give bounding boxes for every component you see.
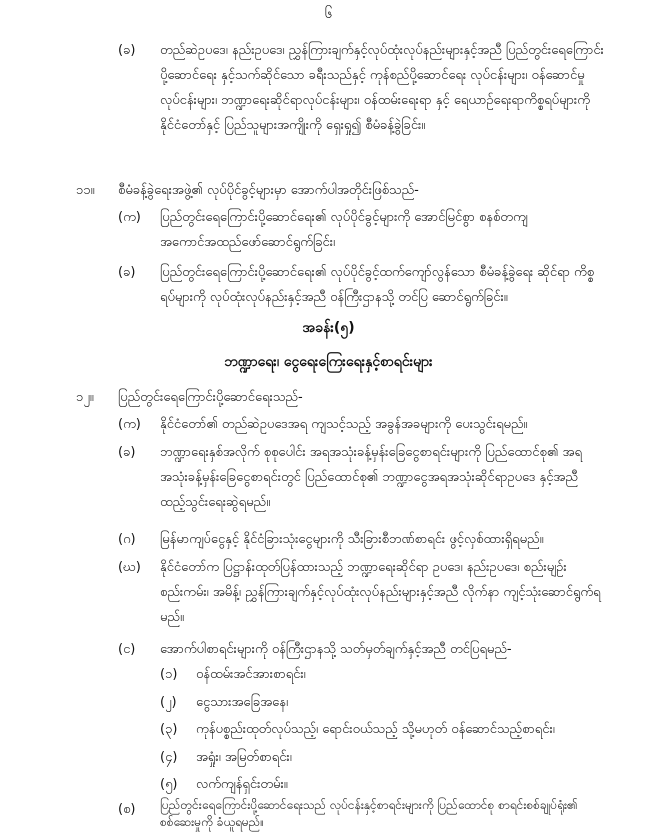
item-label: (ဃ) xyxy=(118,560,141,575)
chapter-title: ဘဏ္ဍာရေး၊ ငွေရေးကြေးရေးနှင့်စာရင်းများ xyxy=(224,354,433,370)
item-label: (င) xyxy=(118,642,136,657)
paragraph: စီမံခန့်ခွဲရေးအဖွဲ့၏ လုပ်ပိုင်ခွင့်များမှာ အောက်ပါအတိုင်းဖြစ်သည်- xyxy=(118,183,419,198)
section-number: ၁၂။ xyxy=(76,390,94,405)
item-label: (က) xyxy=(118,210,141,225)
subitem-label: (၃) xyxy=(160,722,178,737)
subitem-text: အရှုံး၊ အမြတ်စာရင်း၊ xyxy=(196,750,292,765)
item-label: (ခ) xyxy=(118,43,136,58)
item-label: (ဂ) xyxy=(118,532,136,547)
subitem-text: ငွေသားအခြေအနေ၊ xyxy=(196,695,289,710)
item-label: (က) xyxy=(118,417,141,432)
subitem-text: လက်ကျန်ရှင်းတမ်း။ xyxy=(196,777,288,792)
paragraph: ပြည်တွင်းရေကြောင်းပို့ဆောင်ရေးသည် လုပ်ငန်းနှင့်စာရင်းများကို ပြည်ထောင်စု စာရင်းစစ်ချုပ်ရုံး၏ စစ်ဆေးမှုကို ခံယူရမည်။ xyxy=(160,798,578,829)
item-label: (ခ) xyxy=(118,265,136,280)
item-label: (ခ) xyxy=(118,445,136,460)
paragraph: ပြည်တွင်းရေကြောင်းပို့ဆောင်ရေးသည်- xyxy=(118,390,303,405)
page-number: ၆ xyxy=(324,6,333,22)
subitem-label: (၁) xyxy=(160,667,178,682)
paragraph: နိုင်ငံတော်က ပြဋ္ဌာန်းထုတ်ပြန်ထားသည့် ဘဏ္ဍာရေးဆိုင်ရာ ဥပဒေ၊ နည်းဥပဒေ၊ စည်းမျဉ်းစည်းကမ်း၊ အမိန့်၊ ညွှန်ကြားချက်နှင့်လုပ်ထုံးလုပ်နည်းများနှင့်အညီ လိုက်နာ ကျင့်သုံးဆောင်ရွက်ရမည်။ xyxy=(160,560,601,625)
paragraph: နိုင်ငံတော်၏ တည်ဆဲဥပဒေအရ ကျသင့်သည့် အခွန်အခများကို ပေးသွင်းရမည်။ xyxy=(160,417,528,432)
paragraph: အောက်ပါစာရင်းများကို ဝန်ကြီးဌာနသို့ သတ်မှတ်ချက်နှင့်အညီ တင်ပြရမည်- xyxy=(160,642,512,657)
subitem-text: ဝန်ထမ်းအင်အားစာရင်း၊ xyxy=(196,667,306,682)
chapter-heading: အခန်း(၅) xyxy=(302,320,355,336)
subitem-label: (၄) xyxy=(160,750,178,765)
subitem-text: ကုန်ပစ္စည်းထုတ်လုပ်သည့်၊ ရောင်းဝယ်သည့် သို့မဟုတ် ဝန်ဆောင်သည့်စာရင်း၊ xyxy=(196,722,555,737)
paragraph: ပြည်တွင်းရေကြောင်းပို့ဆောင်ရေး၏ လုပ်ပိုင်ခွင့်များကို အောင်မြင်စွာ စနစ်တကျ အကောင်အထည်ဖော်ဆောင်ရွက်ခြင်း၊ xyxy=(160,210,528,250)
subitem-label: (၅) xyxy=(160,777,178,792)
subitem-label: (၂) xyxy=(160,695,177,710)
paragraph: ဘဏ္ဍာရေးနှစ်အလိုက် စုစုပေါင်း အရအသုံးခန့်မှန်းခြေငွေစာရင်းများကို ပြည်ထောင်စု၏ အရအသုံးခန့်မှန်းခြေငွေစာရင်းတွင် ပြည်ထောင်စု၏ ဘဏ္ဍာငွေအရအသုံးဆိုင်ရာဥပဒေ နှင့်အညီ ထည့်သွင်းရေးဆွဲရမည်။ xyxy=(160,445,582,510)
item-label: (စ) xyxy=(118,802,136,817)
paragraph: တည်ဆဲဥပဒေ၊ နည်းဥပဒေ၊ ညွှန်ကြားချက်နှင့်လုပ်ထုံးလုပ်နည်းများနှင့်အညီ ပြည်တွင်းရေကြောင်းပို့ဆောင်ရေး နှင့်သက်ဆိုင်သော ခရီးသည်နှင့် ကုန်စည်ပို့ဆောင်ရေး လုပ်ငန်းများ၊ ဝန်ဆောင်မှုလုပ်ငန်းများ၊ ဘဏ္ဍာရေးဆိုင်ရာလုပ်ငန်းများ၊ ဝန်ထမ်းရေးရာ နှင့် ရေယာဉ်ရေးရာကိစ္စရပ်များကို နိုင်ငံတော်နှင့် ပြည်သူများအကျိုးကို ရှေးရှု၍ စီမံခန့်ခွဲခြင်း။ xyxy=(160,43,604,133)
section-number: ၁၁။ xyxy=(76,183,95,198)
paragraph: ပြည်တွင်းရေကြောင်းပို့ဆောင်ရေး၏ လုပ်ပိုင်ခွင့်ထက်ကျော်လွန်သော စီမံခန့်ခွဲရေး ဆိုင်ရာ ကိစ္စရပ်များကို လုပ်ထုံးလုပ်နည်းနှင့်အညီ ဝန်ကြီးဌာနသို့ တင်ပြ ဆောင်ရွက်ခြင်း။ xyxy=(160,265,595,305)
paragraph: မြန်မာကျပ်ငွေနှင့် နိုင်ငံခြားသုံးငွေများကို သီးခြားစီဘဏ်စာရင်း ဖွင့်လှစ်ထားရှိရမည်။ xyxy=(160,532,544,547)
